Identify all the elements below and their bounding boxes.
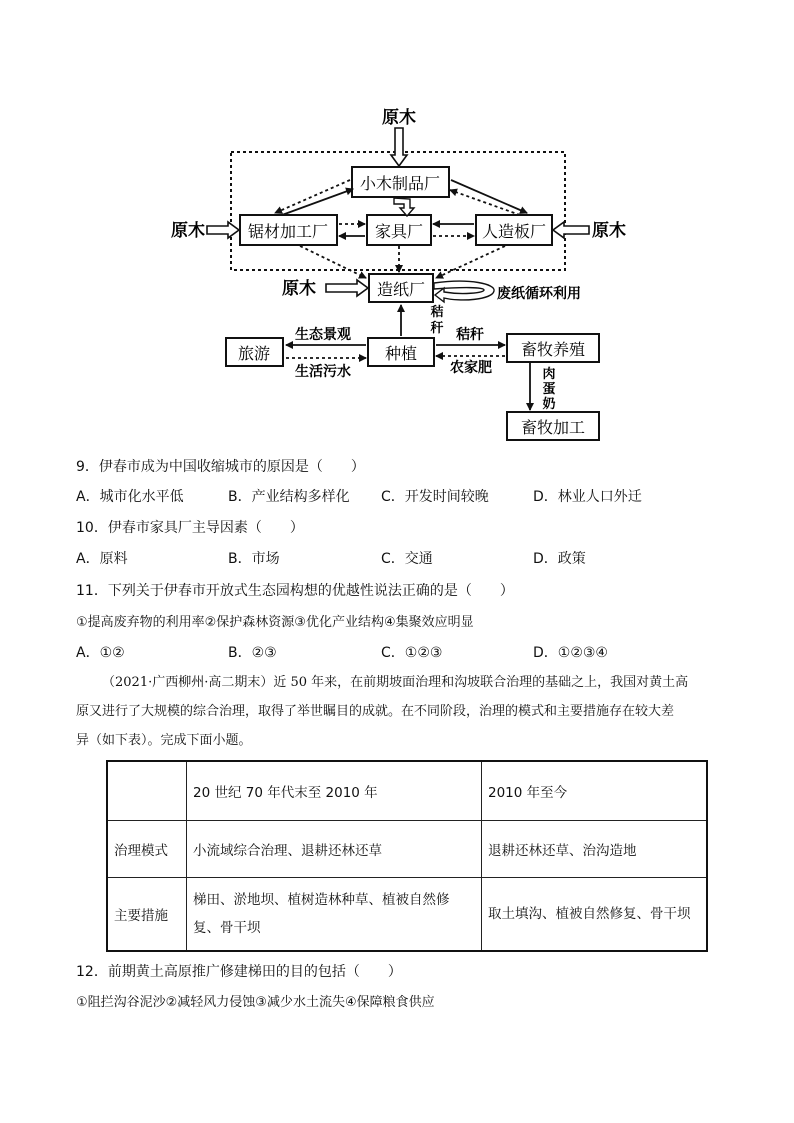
box-paper-label: 造纸厂 <box>376 280 426 299</box>
table-cell: 主要措施 <box>107 878 187 952</box>
question-11-option-b[interactable]: B．②③ <box>228 645 277 661</box>
table-header-cell: 2010 年至今 <box>482 761 708 821</box>
straw-label-vertical-1: 秸 <box>430 305 444 320</box>
log-label-left: 原木 <box>171 221 205 241</box>
box-small-wood-label: 小木制品厂 <box>359 174 441 193</box>
box-tourism-label: 旅游 <box>237 344 271 363</box>
question-10-option-b[interactable]: B．市场 <box>228 551 280 567</box>
milk-label: 奶 <box>542 397 556 412</box>
passage-line-3: 异（如下表）。完成下面小题。 <box>76 733 252 748</box>
question-11-option-d[interactable]: D．①②③④ <box>533 645 608 661</box>
passage <box>76 668 732 755</box>
box-sawmill-label: 锯材加工厂 <box>247 222 329 241</box>
log-label-paper: 原木 <box>282 279 316 299</box>
question-9-option-c[interactable]: C．开发时间较晚 <box>381 489 489 505</box>
question-11-stem: 11．下列关于伊春市开放式生态园构想的优越性说法正确的是（ ） <box>76 583 514 599</box>
box-sawmill <box>240 215 337 245</box>
egg-label: 蛋 <box>542 382 556 397</box>
box-small-wood <box>352 167 449 197</box>
log-hollow-arrow-paper <box>326 280 368 296</box>
question-11-option-c[interactable]: C．①②③ <box>381 645 443 661</box>
box-livestock <box>507 334 599 362</box>
passage-line-1: （2021·广西柳州·高二期末）近 50 年来，在前期坡面治理和沟坡联合治理的基础之上，我国对黄土高 <box>102 675 689 690</box>
question-11-statements: ①提高废弃物的利用率②保护森林资源③优化产业结构④集聚效应明显 <box>76 615 474 630</box>
waste-paper-label: 废纸循环利用 <box>497 286 581 302</box>
log-label-right: 原木 <box>592 221 626 241</box>
box-board-label: 人造板厂 <box>481 222 547 241</box>
sewage-label: 生活污水 <box>295 364 351 380</box>
question-9-stem: 9．伊春市成为中国收缩城市的原因是（ ） <box>76 459 365 475</box>
industry-flow-diagram <box>0 0 794 445</box>
question-11-option-a[interactable]: A．①② <box>76 645 125 661</box>
manure-label: 农家肥 <box>450 360 492 376</box>
question-10-option-c[interactable]: C．交通 <box>381 551 433 567</box>
box-furniture-label: 家具厂 <box>374 222 424 241</box>
box-paper <box>369 274 433 302</box>
table-cell: 小流域综合治理、退耕还林还草 <box>187 821 482 878</box>
question-10-option-d[interactable]: D．政策 <box>533 551 586 567</box>
log-label-top: 原木 <box>382 108 416 128</box>
table-cell: 治理模式 <box>107 821 187 878</box>
question-9-option-a[interactable]: A．城市化水平低 <box>76 489 184 505</box>
hollow-arrow-smallwood-furniture <box>394 198 414 216</box>
question-12-statements: ①阻拦沟谷泥沙②减轻风力侵蚀③减少水土流失④保障粮食供应 <box>76 995 435 1010</box>
log-hollow-arrow-left <box>207 222 239 238</box>
question-9-option-b[interactable]: B．产业结构多样化 <box>228 489 350 505</box>
table-cell: 退耕还林还草、治沟造地 <box>482 821 708 878</box>
box-planting-label: 种植 <box>384 344 418 363</box>
question-12-stem: 12．前期黄土高原推广修建梯田的目的包括（ ） <box>76 964 402 980</box>
meat-label: 肉 <box>542 367 556 382</box>
box-livestock-processing <box>507 412 599 440</box>
box-planting <box>368 338 434 366</box>
box-livestock-label: 畜牧养殖 <box>520 340 586 359</box>
table-cell: 取土填沟、植被自然修复、骨干坝 <box>482 878 708 952</box>
question-10-option-a[interactable]: A．原料 <box>76 551 128 567</box>
question-10-stem: 10．伊春市家具厂主导因素（ ） <box>76 520 304 536</box>
box-furniture <box>367 215 431 245</box>
table-header-cell: 20 世纪 70 年代末至 2010 年 <box>187 761 482 821</box>
box-board <box>476 215 552 245</box>
passage-line-2: 原又进行了大规模的综合治理，取得了举世瞩目的成就。在不同阶段，治理的模式和主要措施存在较大差 <box>76 704 675 719</box>
table-cell: 梯田、淤地坝、植树造林种草、植被自然修复、骨干坝 <box>187 878 482 952</box>
governance-table <box>106 760 708 952</box>
box-tourism <box>226 338 283 366</box>
table-row <box>107 821 707 878</box>
hollow-loop-arrow-waste-paper <box>434 281 494 302</box>
table-header-cell <box>107 761 187 821</box>
log-hollow-arrow-right <box>553 222 589 238</box>
eco-landscape-label: 生态景观 <box>295 327 351 343</box>
table-header-row <box>107 761 707 821</box>
box-livestock-processing-label: 畜牧加工 <box>520 418 586 437</box>
table-row <box>107 878 707 952</box>
question-9-option-d[interactable]: D．林业人口外迁 <box>533 489 642 505</box>
straw-label-horizontal: 秸秆 <box>456 327 484 343</box>
straw-label-vertical-2: 秆 <box>430 321 444 336</box>
log-hollow-arrow-top <box>391 128 407 166</box>
